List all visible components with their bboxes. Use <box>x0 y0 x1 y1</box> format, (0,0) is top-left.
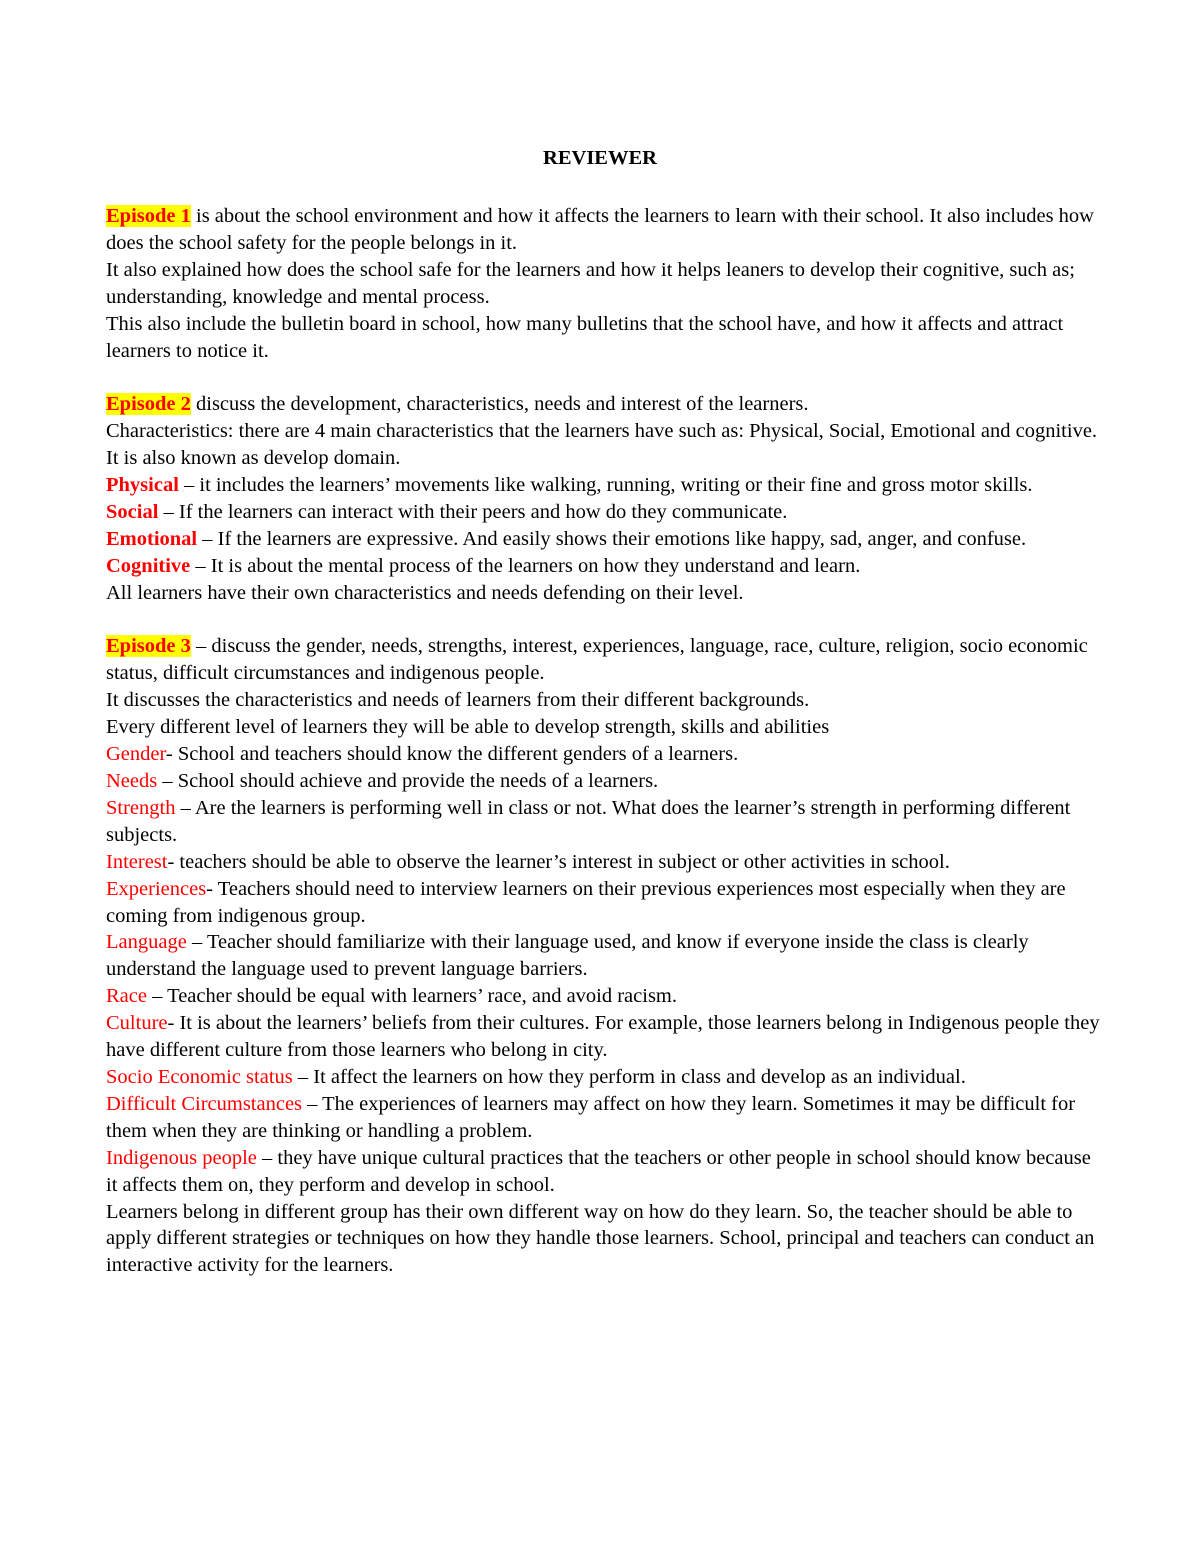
episode-2-definition: – If the learners are expressive. And easily shows their emotions like happy, sad, anger, and confuse. <box>197 527 1027 550</box>
document-title: REVIEWER <box>543 147 657 169</box>
episode-3-definition: – School should achieve and provide the needs of a learners. <box>157 770 659 792</box>
episode-3-term: Culture <box>106 1012 168 1035</box>
episode-3-item <box>106 849 1101 876</box>
episode-1-paragraph-3: This also include the bulletin board in school, how many bulletins that the school have, and how it affects and attract learners to notice it. <box>106 312 1064 362</box>
episode-3-definition: - teachers should be able to observe the learner’s interest in subject or other activities in school. <box>167 850 950 873</box>
episode-3-term: Race <box>106 985 147 1008</box>
episode-3-definition: - School and teachers should know the different genders of a learners. <box>165 743 739 766</box>
episode-3-definition: - It is about the learners’ beliefs from their cultures. For example, those learners belong in Indigenous people they have different culture from those learners who belong in city. <box>106 1012 1100 1062</box>
episode-3-term: Gender <box>106 743 166 766</box>
episode-3-term: Needs <box>106 770 158 792</box>
episode-3-term: Strength <box>106 796 176 819</box>
episode-3-item <box>106 1064 1101 1091</box>
episode-3-intro <box>106 633 1101 687</box>
episode-2-intro <box>106 391 1101 418</box>
episode-2-intro-text: discuss the development, characteristics, needs and interest of the learners. <box>190 393 809 416</box>
episode-1-intro <box>106 203 1101 257</box>
episode-3-item <box>106 929 1101 983</box>
episode-3-closing: Learners belong in different group has their own different way on how do they learn. So, the teacher should be able to apply different strategies or techniques on how they handle those learners. School, principal and teachers can conduct an interactive activity for the learners. <box>106 1200 1095 1277</box>
paragraph-gap <box>106 607 1101 634</box>
episode-3-intro-text: – discuss the gender, needs, strengths, interest, experiences, language, race, culture, religion, socio economic status, difficult circumstances and indigenous people. <box>106 635 1088 685</box>
episode-1-intro-text: is about the school environment and how it affects the learners to learn with their school. It also includes how does the school safety for the people belongs in it. <box>106 205 1094 254</box>
episode-3-item <box>106 795 1101 849</box>
episode-3-item <box>106 1010 1101 1064</box>
episode-2-term: Physical <box>106 474 179 497</box>
episode-3-definition: – they have unique cultural practices that the teachers or other people in school should know because it affects them on, they perform and develop in school. <box>106 1146 1091 1196</box>
episode-3-label: Episode 3 <box>106 635 191 658</box>
episode-2-item <box>106 499 1101 526</box>
episode-3-item <box>106 741 1101 768</box>
episode-2-item <box>106 553 1101 580</box>
episode-1-paragraph-2: It also explained how does the school safe for the learners and how it helps leaners to develop their cognitive, such as; understanding, knowledge and mental process. <box>106 258 1075 308</box>
episode-3-term: Indigenous people <box>106 1146 257 1169</box>
episode-3-definition: – It affect the learners on how they perform in class and develop as an individual. <box>292 1065 966 1088</box>
episode-3-term: Language <box>106 931 187 954</box>
episode-3-definition: – Teacher should familiarize with their language used, and know if everyone inside the class is clearly understand the language used to prevent language barriers. <box>106 931 1029 981</box>
episode-3-item <box>106 1145 1101 1199</box>
episode-3-term: Experiences <box>106 877 207 900</box>
episode-2-characteristics: Characteristics: there are 4 main characteristics that the learners have such as: Physical, Social, Emotional and cognitive. It is also known as develop domain. <box>106 420 1098 470</box>
episode-2-term: Cognitive <box>106 554 191 577</box>
episode-3-definition: – The experiences of learners may affect on how they learn. Sometimes it may be difficult for them when they are thinking or handling a problem. <box>106 1092 1076 1142</box>
episode-2-term: Social <box>106 500 159 523</box>
episode-3-item <box>106 768 1101 795</box>
episode-3-definition: – Are the learners is performing well in class or not. What does the learner’s strength in performing different subjects. <box>106 796 1071 846</box>
episode-3-definition: – Teacher should be equal with learners’ race, and avoid racism. <box>146 985 678 1008</box>
episode-3-item <box>106 1091 1101 1145</box>
episode-2-definition: – If the learners can interact with their peers and how do they communicate. <box>158 500 788 523</box>
episode-3-definition: - Teachers should need to interview learners on their previous experiences most especially when they are coming from indigenous group. <box>106 877 1066 927</box>
episode-1-label: Episode 1 <box>106 205 191 227</box>
document-page <box>106 0 1106 1553</box>
episode-2-closing: All learners have their own characteristics and needs defending on their level. <box>106 581 744 604</box>
paragraph-gap <box>106 364 1101 391</box>
episode-3-item <box>106 983 1101 1010</box>
episode-2-term: Emotional <box>106 527 198 550</box>
episode-3-item <box>106 876 1101 930</box>
episode-2-item <box>106 472 1101 499</box>
episode-3-term: Socio Economic status <box>106 1065 293 1088</box>
episode-2-label: Episode 2 <box>106 393 191 416</box>
episode-2-definition: – it includes the learners’ movements like walking, running, writing or their fine and gross motor skills. <box>178 474 1033 497</box>
episode-3-paragraph-3: Every different level of learners they will be able to develop strength, skills and abilities <box>106 716 830 739</box>
episode-3-term: Difficult Circumstances <box>106 1092 303 1115</box>
episode-3-paragraph-2: It discusses the characteristics and needs of learners from their different backgrounds. <box>106 689 810 712</box>
episode-3-term: Interest <box>106 850 168 873</box>
document-body <box>106 203 1101 1279</box>
episode-2-definition: – It is about the mental process of the learners on how they understand and learn. <box>190 554 861 577</box>
episode-2-item <box>106 526 1101 553</box>
